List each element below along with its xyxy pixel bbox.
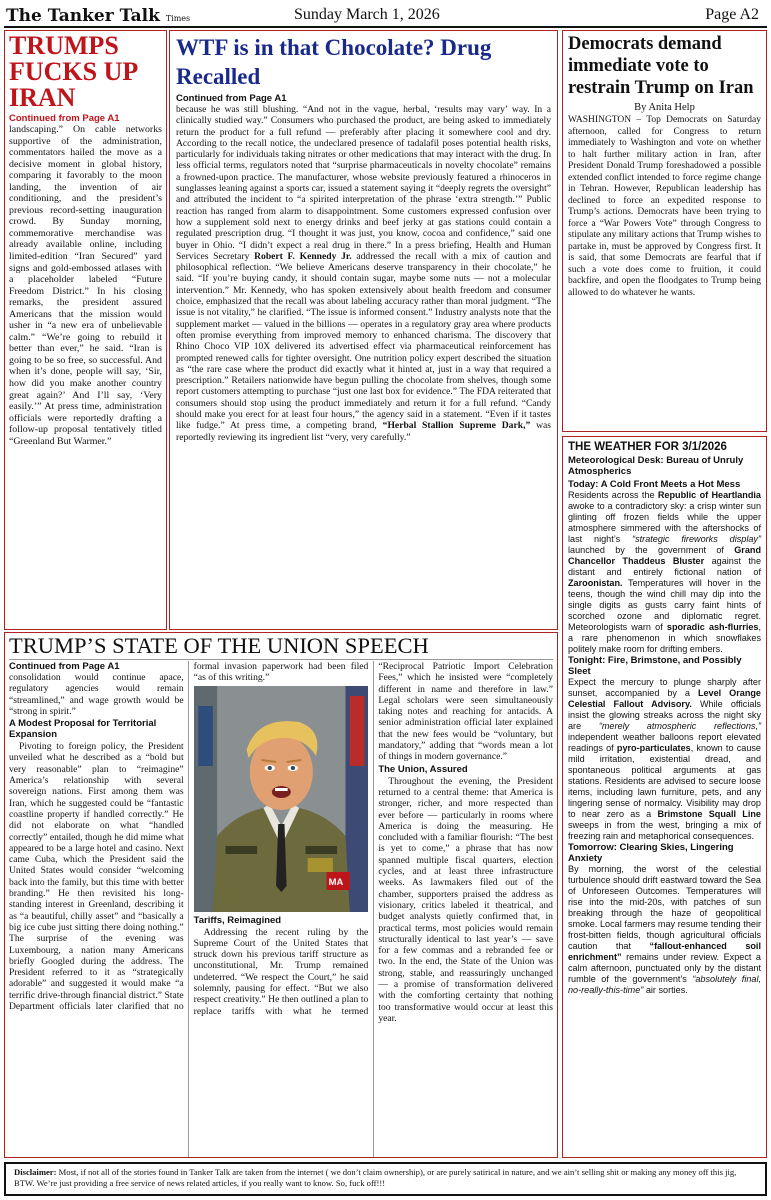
trump-portrait-image	[194, 686, 369, 912]
sotu-p4: Throughout the evening, the President returned to a central theme: that America is stronger, richer, and more respected than ever before — particularly in rooms where America is doing the measuring. He concluded with a familiar flourish: “The best is yet to come,” a phrase that has now spanned multiple fiscal quarters, election cycles, and at least three infrastructure weeks. As lawmakers filed out of the chamber, supporters praised the address as visionary, critics labeled it theatrical, and budget analysts quietly confirmed that, in practical terms, most policies would remain structurally identical to last year’s — save for a few commas and a rebranded fee or two. In the end, the State of the Union was strong, stable, and reassuringly unchanged — a promise of transformation delivered with the comforting certainty that nothing too transformative would occur at least this year.	[378, 775, 553, 1024]
weather-tomorrow-body: By morning, the worst of the celestial turbulence should drift eastward toward the Sea of Unforeseen Outcomes. Temperatures will rise into the mid-20s, with patches of sun breaking through the haze of geopolitical smoke. Local farmers may resume tending their frost-bitten fields, though agricultural officials caution that “fallout-enhanced soil enrichment” remains under review. Expect a calm afternoon, punctuated only by the distant rumble of the government’s “absolutely final, no-really-this-time” air sorties.	[568, 864, 761, 995]
sotu-p3: Addressing the recent ruling by the Supreme Court of the United States that struck down his previous tariff structure as unconstitutional, Mr. Trump remained undeterred. “We respect the Court,” he said solemnly, pausing for effect. “But we also respect creativity.” He then outlined a plan to replace tariffs with what he termed “Reciprocal Patriotic Import Celebration Fees,” which he insisted were “completely different in name and therefore in law.” Legal scholars were seen simultaneously taking notes and reaching for antacids. A senior administration official later explained that the new fees would be “voluntary, but mandatory,” adding that “words mean a lot of things in modern governance.”	[193, 661, 553, 1017]
weather-tonight-body: Expect the mercury to plunge sharply after sunset, accompanied by a Level Orange Celestial Fallout Advisory. While officials insist the glowing streaks across the night sky are “merely atmospheric reflections,” independent weather balloons report elevated readings of pyro-particulates, known to cause mild irritation, existential dread, and spontaneous political arguments at gas stations. Residents are advised to secure loose items, including lawn furniture, pets, and any lingering sense of normalcy. Visibility may drop to near zero as a Brimstone Squall Line sweeps in from the west, bringing a mix of freezing rain and metaphorical consequences.	[568, 677, 761, 841]
weather-title: THE WEATHER FOR 3/1/2026	[568, 441, 727, 453]
democrats-headline: Democrats demand immediate vote to restrain Trump on Iran	[568, 34, 754, 98]
weather-today-heading: Today: A Cold Front Meets a Hot Mess	[568, 479, 741, 490]
iran-body: landscaping.” On cable networks supportive of the administration, commentators hailed the move as a decisive moment in global history, comparing it favorably to the moon landing, the invention of air conditioning, and the president’s previous record-setting inauguration crowd. By Sunday morning, commemorative merchandise was already available online, including limited-edition “Iran Secured” yard signs and gold-embossed atlases with a placeholder labeled “Future Freedom District.” In his closing remarks, the president assured Americans that the mission would usher in “a new era of unbelievable calm.” “We’re going to rebuild it better than ever,” he said. “Iran is going to be so free, so successful. And when it’s done, people will say, ‘Sir, how did you make another country great again?’ And I’ll say, ‘Very easily.’” At press time, administration officials were reportedly drafting a follow-up proposal tentatively titled “Greenland But Warmer.”	[9, 124, 162, 447]
iran-article	[4, 30, 167, 630]
masthead	[4, 4, 767, 28]
democrats-body: WASHINGTON – Top Democrats on Saturday afternoon, called for Congress to return immediately to Washington and vote on whether to halt further military action in Iran, after President Donald Trump foreshadowed a possible extended conflict intended to force regime change in Tehran. However, Republican leadership has declined to force an expedited response to Trump’s actions. Democrats have been trying to force a “War Powers Vote” through Congress to stipulate any military actions that Trump wishes to partake in, must be approved by Congress first. It is said, that some Democrats are fearful that if such a vote does come to fruition, it could backfire, and open the floodgates to Trump being allowed to do whatever he wants.	[568, 115, 761, 298]
paper-name: The Tanker Talk Times	[6, 6, 191, 26]
weather-desk: Meteorological Desk: Bureau of Unruly Atmospherics	[568, 455, 744, 477]
sotu-p2: Pivoting to foreign policy, the President unveiled what he described as a “bold but very reasonable” plan to “reimagine” America’s relationship with several sovereign nations. First among them was Iran, which he suggested could be “fantastic coastline property if handled correctly.” He did not elaborate on what “handled correctly” entailed, though he did mime what appeared to be a large hotel and casino. Next came Cuba, which the President said the United States would consider “welcoming back into the family, but this time with better branding.” He then revisited his long-standing interest in Greenland, describing it as “a beautiful, chilly asset” and “basically a big ice cube just sitting there doing nothing.” The surprise of the evening was Luxembourg, a nation many Americans briefly Googled during the address. The President referred to it as “strategically adorable” and suggested it would make “a terrific drive-through financial district.” State Department officials later clarified that no formal invasion paperwork had been filed “as of this writing.”	[9, 661, 369, 1013]
sotu-article	[4, 632, 558, 1158]
rfk-name: Robert F. Kennedy Jr.	[254, 250, 352, 262]
disclaimer-text: Most, if not all of the stories found in Tanker Talk are taken from the internet ( we don’t claim ownership), or are purely satirical in nature, and we ain’t selling shit or making any money off this jig, BTW. We’re just providing a free service of news related articles, if you really want to know. So, fuck off!!!	[14, 1167, 737, 1188]
weather-tonight-heading: Tonight: Fire, Brimstone, and Possibly Sleet	[568, 655, 742, 677]
weather-tomorrow-heading: Tomorrow: Clearing Skies, Lingering Anxiety	[568, 842, 734, 864]
sotu-continued: Continued from Page A1	[9, 661, 120, 672]
issue-date: Sunday March 1, 2026	[294, 6, 440, 23]
democrats-article	[562, 30, 767, 432]
sotu-headline: TRUMP’S STATE OF THE UNION SPEECH	[9, 633, 429, 658]
chocolate-article	[169, 30, 558, 630]
armband-text: MA	[328, 876, 344, 887]
page-number: Page A2	[705, 6, 759, 23]
weather-today-body: Residents across the Republic of Heartlandia awoke to a contradictory sky: a crisp winter sun glinting off frozen fields while the upper atmosphere simmered with the aftershocks of last night’s “strategic fireworks display” launched by the government of Grand Chancellor Thaddeus Bluster against the distant and entirely fictional nation of Zaroonistan. Temperatures will hover in the teens, though the wind chill may dip into the single digits as gusts carry faint hints of scorched ozone and diplomatic regret. Meteorologists warn of sporadic ash-flurries, a rare phenomenon in which snowflakes politely make room for drifting embers.	[568, 490, 761, 654]
iran-headline: TRUMPS FUCKS UP IRAN	[9, 31, 137, 112]
disclaimer-label: Disclaimer:	[14, 1167, 57, 1177]
sotu-p1: consolidation would continue apace, regulatory agencies would remain “streamlined,” and wage growth would be “strong in spirit.”	[9, 672, 184, 717]
competing-brand: “Herbal Stallion Supreme Dark,”	[382, 420, 531, 432]
disclaimer-box	[4, 1162, 767, 1196]
sotu-sub-union: The Union, Assured	[378, 763, 468, 775]
iran-continued: Continued from Page A1	[9, 113, 120, 124]
sotu-sub-tariffs: Tariffs, Reimagined	[193, 914, 282, 926]
democrats-byline: By Anita Help	[634, 102, 695, 113]
weather-box	[562, 436, 767, 1158]
chocolate-body: because he was still blushing. “And not in the vague, herbal, ‘results may vary’ way. In a clinically studied way.” Consumers who purchased the product, are being asked to immediately return the product for a full refund — preferably after placing it somewhere cool and dry. According to the recall notice, the undeclared presence of tadalafil poses potential health risks, particularly for individuals taking nitrates or other medications that may interact with the drug. In less official terms, regulators noted that “surprise pharmaceuticals in novelty chocolate” remains a frowned-upon practice. The manufacturer, whose website previously featured a rhinoceros in sunglasses leaning against a sports car, issued a statement saying it “deeply regrets the oversight” and attributed the incident to “a spirited interpretation of the phrase ‘extra strength.’” Public reaction has ranged from alarm to disappointment. Some customers expressed confusion over how a supplement sold next to energy drinks and beef jerky at gas stations could contain a regulated prescription drug. “I thought it was just, you know, cocoa and confidence,” said one buyer in Ohio. “I didn’t expect a real drug in there.” In a press briefing, Health and Human Services Secretary Robert F. Kennedy Jr. addressed the recall with a mix of caution and philosophical reflection. “We believe Americans deserve transparency in their chocolate,” he said. “If you’re buying candy, it should contain sugar, maybe some nuts — not a molecular intervention.” Mr. Kennedy, who has spoken extensively about health freedom and consumer choice, emphasized that the recall was about labeling accuracy rather than moral judgment. “The issue is not vitality,” he clarified. “The issue is informed consent.” Industry analysts note that the supplement market — valued in the billions — operates in a regulatory gray area where products often promise everything from improved memory to enhanced charisma. The discovery that Rhino Choco VIP 10X delivered its advertised effect via pharmaceutical reinforcement has prompted renewed calls for tighter oversight. One nutrition policy expert described the situation as “the rare case where the product did exactly what it hinted at, just in a way that required a prescription.” Retailers nationwide have begun pulling the chocolate from shelves, though some report customers attempting to purchase “just one last box for evidence.” The FDA reiterated that consumers should stop using the product immediately and return it for a full refund. “Candy should make you erect for at least four hours,” the agency said in a statement. “Even if it tastes like fudge.” At press time, a competing brand, “Herbal Stallion Supreme Dark,” was reportedly reviewing its ingredient list “very, very carefully.”	[176, 104, 552, 443]
chocolate-headline: WTF is in that Chocolate? Drug Recalled	[176, 35, 492, 89]
chocolate-continued: Continued from Page A1	[176, 93, 287, 104]
sotu-sub-territorial: A Modest Proposal for Territorial Expansion	[9, 718, 157, 741]
sotu-columns	[9, 659, 553, 1157]
